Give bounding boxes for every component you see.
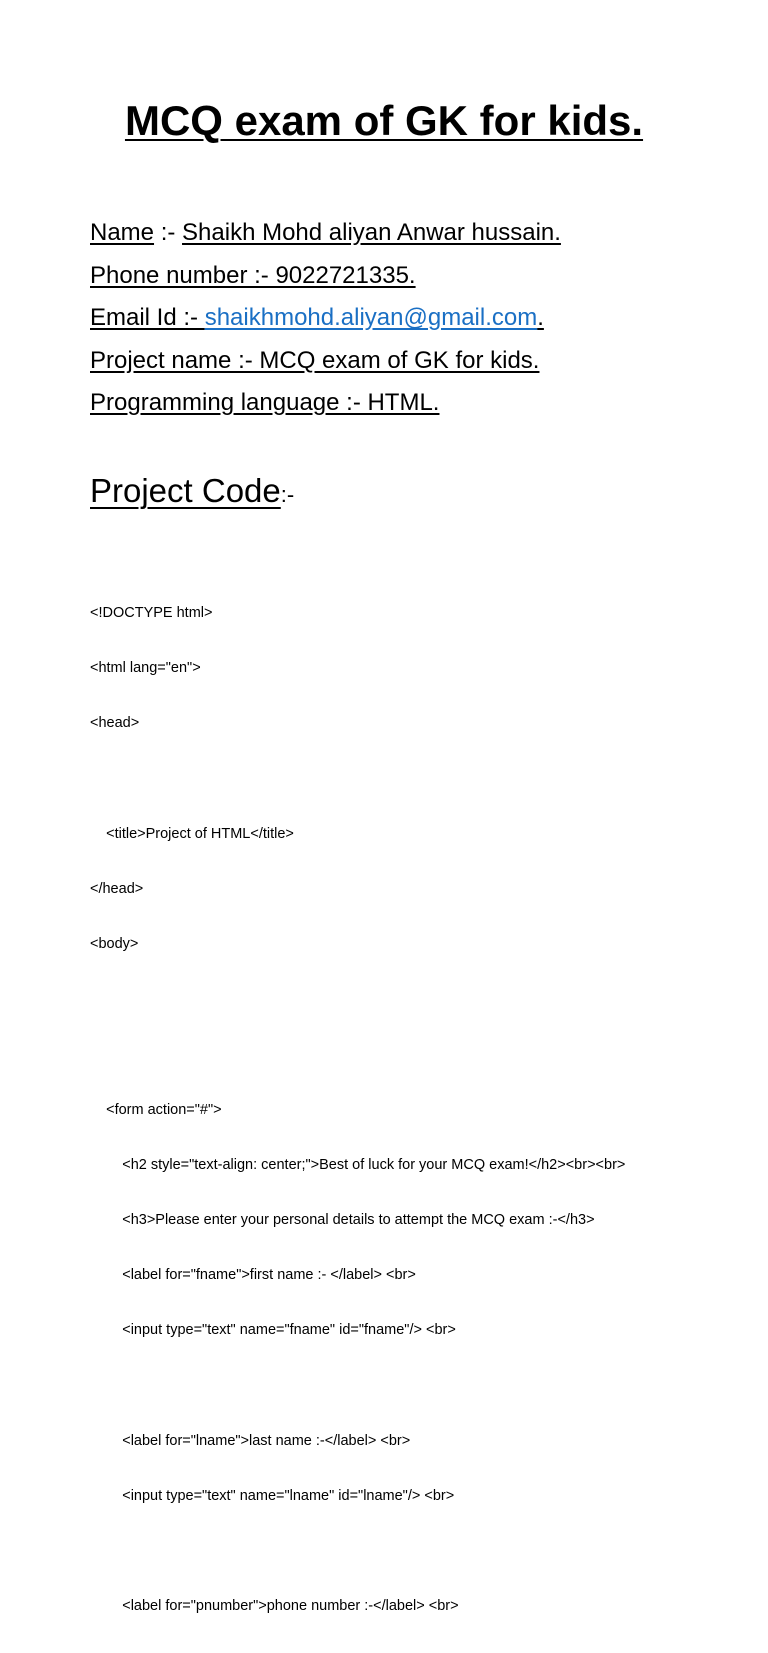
code-line: </head> bbox=[90, 880, 144, 897]
code-heading bbox=[90, 470, 294, 516]
code-line: <label for="pnumber">phone number :-</label> <br> bbox=[90, 1598, 459, 1615]
email-link[interactable]: shaikhmohd.aliyan@gmail.com bbox=[204, 304, 538, 331]
phone-text: Phone number :- 9022721335. bbox=[90, 261, 416, 289]
code-line: <!DOCTYPE html> bbox=[90, 604, 213, 621]
document-title: MCQ exam of GK for kids. bbox=[124, 97, 644, 144]
language-row bbox=[90, 382, 561, 425]
code-line: <input type="text" name="lname" id="lname"/> <br> bbox=[90, 1488, 455, 1505]
author-info bbox=[90, 212, 561, 425]
code-line: <head> bbox=[90, 715, 140, 732]
name-separator: :- bbox=[154, 219, 183, 246]
code-line bbox=[90, 990, 625, 1008]
code-line: <body> bbox=[90, 936, 139, 953]
phone-row bbox=[90, 255, 561, 298]
name-row bbox=[90, 212, 561, 255]
email-row bbox=[90, 297, 561, 340]
code-block bbox=[90, 567, 625, 1653]
code-line: <h3>Please enter your personal details to attempt the MCQ exam :-</h3> bbox=[90, 1212, 595, 1229]
code-heading-main: Project Code bbox=[90, 472, 281, 509]
email-end: . bbox=[537, 304, 544, 331]
code-line: <input type="text" name="fname" id="fname"/> <br> bbox=[90, 1322, 456, 1339]
language-text: Programming language :- HTML. bbox=[90, 389, 440, 416]
project-name-text: Project name :- MCQ exam of GK for kids. bbox=[90, 346, 540, 374]
code-line bbox=[90, 1542, 625, 1560]
email-label: Email Id :- bbox=[90, 304, 205, 331]
project-row bbox=[90, 340, 561, 383]
code-heading-suffix: :- bbox=[280, 482, 295, 507]
code-line bbox=[90, 1377, 625, 1395]
code-line: <html lang="en"> bbox=[90, 660, 201, 677]
code-line: <h2 style="text-align: center;">Best of luck for your MCQ exam!</h2><br><br> bbox=[90, 1156, 626, 1173]
code-line bbox=[90, 1045, 625, 1063]
code-line: <form action="#"> bbox=[90, 1101, 222, 1118]
code-line: <title>Project of HTML</title> bbox=[90, 825, 294, 842]
code-line bbox=[90, 769, 625, 787]
name-label: Name bbox=[90, 219, 155, 246]
code-line: <label for="fname">first name :- </label> <br> bbox=[90, 1267, 416, 1284]
code-line: <label for="lname">last name :-</label> <br> bbox=[90, 1432, 411, 1449]
name-value: Shaikh Mohd aliyan Anwar hussain. bbox=[182, 219, 561, 246]
